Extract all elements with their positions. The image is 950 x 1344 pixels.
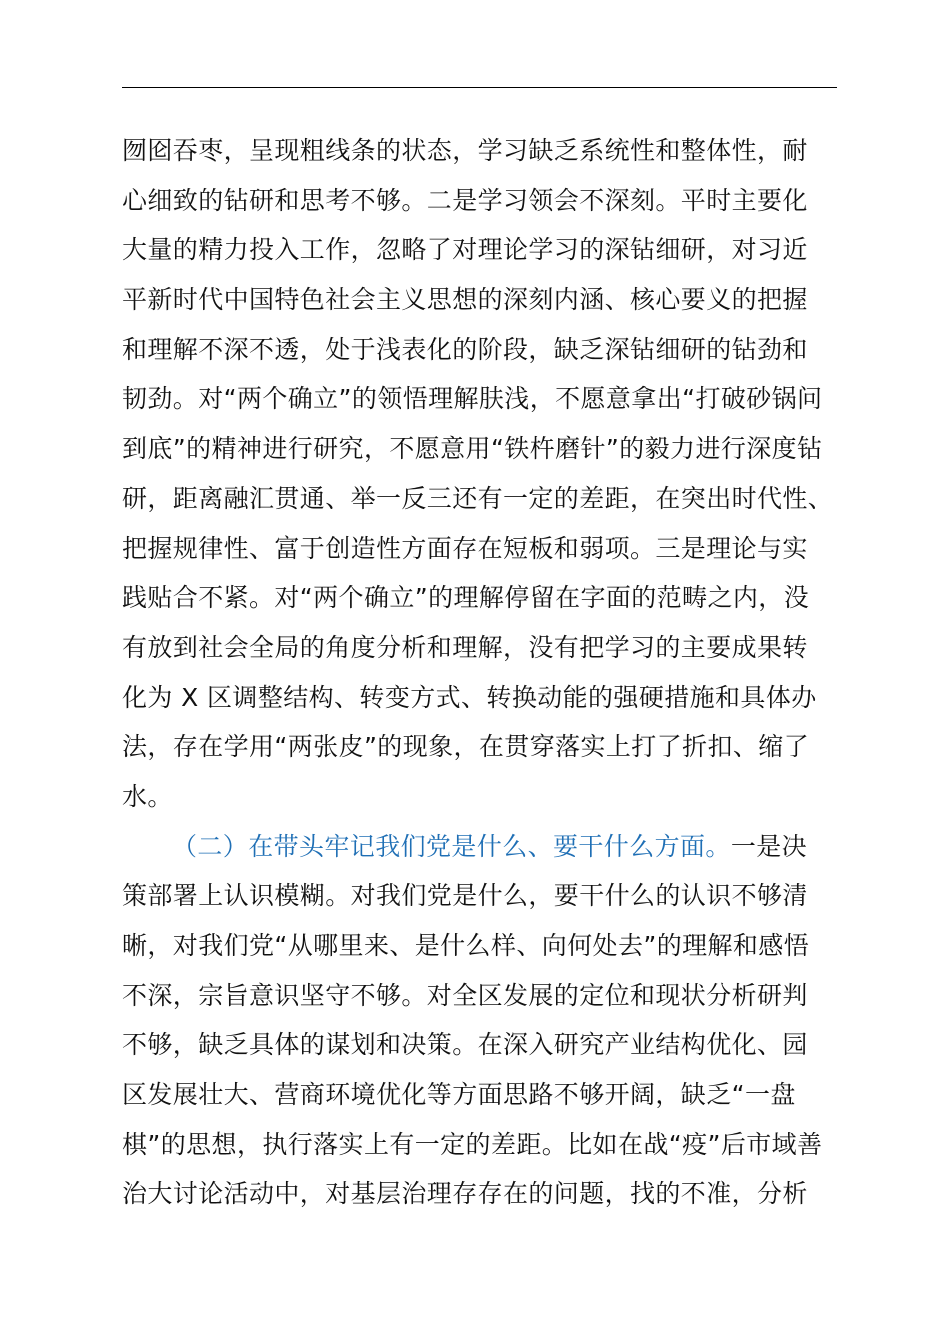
document-body xyxy=(122,126,862,1219)
body-line: 治大讨论活动中，对基层治理存存在的问题，找的不准，分析 xyxy=(122,1179,808,1209)
body-line: 有放到社会全局的角度分析和理解，没有把学习的主要成果转 xyxy=(122,632,808,662)
body-line: 囫囵吞枣，呈现粗线条的状态，学习缺乏系统性和整体性，耐 xyxy=(122,136,808,165)
body-line: 法，存在学用“两张皮”的现象，在贯穿落实上打了折扣、缩了 xyxy=(122,732,810,762)
body-line: 不够，缺乏具体的谋划和决策。在深入研究产业结构优化、园 xyxy=(122,1030,808,1060)
section-2-lead-text: 一是决 xyxy=(730,831,808,861)
body-line: 研，距离融汇贯通、举一反三还有一定的差距，在突出时代性、 xyxy=(122,483,834,513)
body-line: 心细致的钻研和思考不够。二是学习领会不深刻。平时主要化 xyxy=(122,185,808,215)
section-2-heading: （二）在带头牢记我们党是什么、要干什么方面。 xyxy=(172,831,731,861)
body-line: 晰，对我们党“从哪里来、是什么样、向何处去”的理解和感悟 xyxy=(122,931,810,960)
header-rule xyxy=(122,87,837,88)
body-line: 化为 X 区调整结构、转变方式、转换动能的强硬措施和具体办 xyxy=(122,682,817,712)
body-line: 棋”的思想，执行落实上有一定的差距。比如在战“疫”后市域善 xyxy=(122,1129,823,1159)
body-line: 策部署上认识模糊。对我们党是什么，要干什么的认识不够清 xyxy=(122,881,808,911)
body-line: 不深，宗旨意识坚守不够。对全区发展的定位和现状分析研判 xyxy=(122,980,808,1010)
body-line: 和理解不深不透，处于浅表化的阶段，缺乏深钻细研的钻劲和 xyxy=(122,334,808,364)
body-line: 到底”的精神进行研究，不愿意用“铁杵磨针”的毅力进行深度钻 xyxy=(122,434,823,464)
body-line: 大量的精力投入工作，忽略了对理论学习的深钻细研，对习近 xyxy=(122,235,808,265)
body-line: 把握规律性、富于创造性方面存在短板和弱项。三是理论与实 xyxy=(122,533,808,563)
body-line: 平新时代中国特色社会主义思想的深刻内涵、核心要义的把握 xyxy=(122,285,808,315)
body-line: 区发展壮大、营商环境优化等方面思路不够开阔，缺乏“一盘 xyxy=(122,1080,796,1110)
body-line: 韧劲。对“两个确立”的领悟理解肤浅，不愿意拿出“打破砂锅问 xyxy=(122,384,823,414)
body-line: 水。 xyxy=(122,781,173,811)
body-line: 践贴合不紧。对“两个确立”的理解停留在字面的范畴之内，没 xyxy=(122,583,810,613)
section-2-first-line xyxy=(122,822,862,872)
